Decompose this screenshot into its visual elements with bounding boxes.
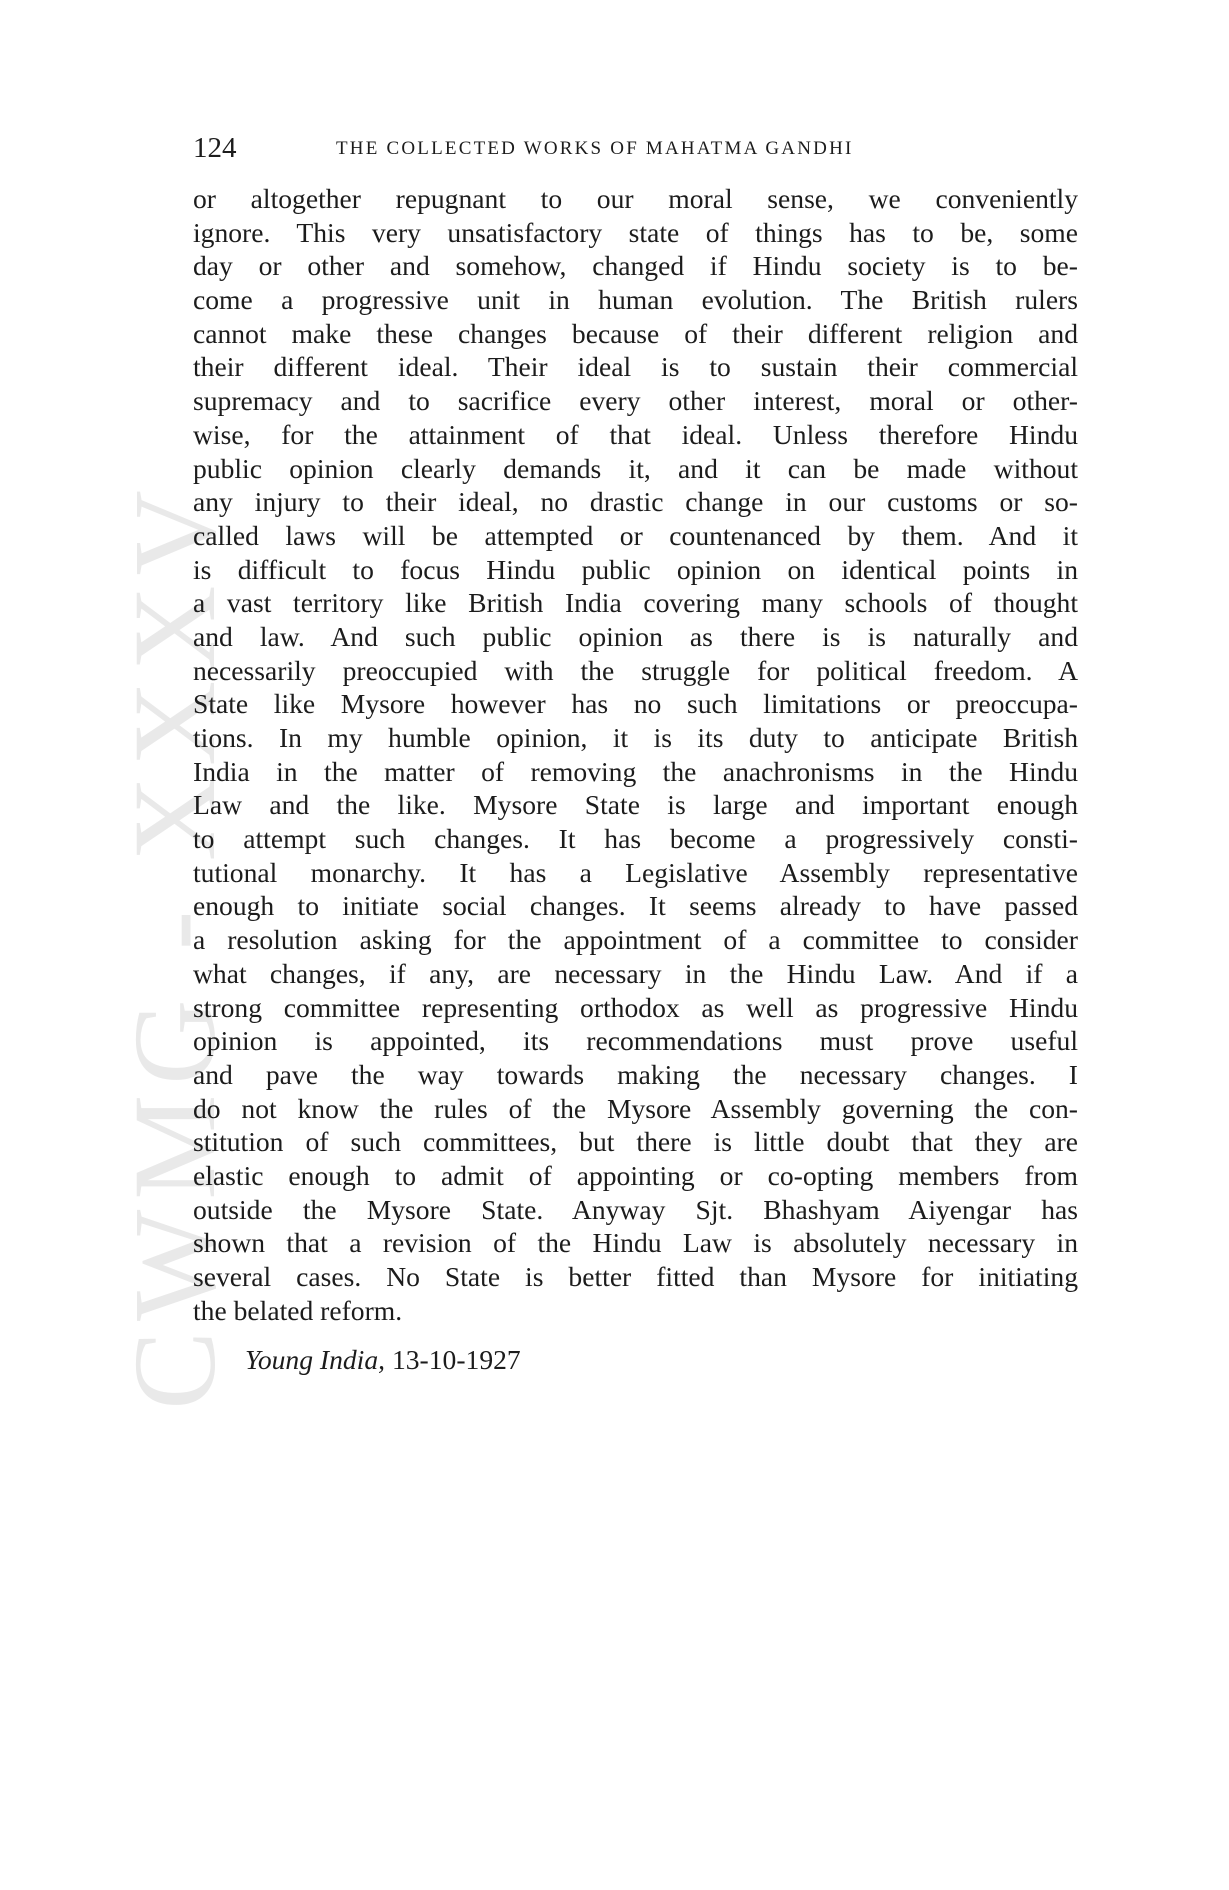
text-line: Law and the like. Mysore State is large and important enough	[193, 789, 1078, 821]
text-line: day or other and somehow, changed if Hindu society is to be-	[193, 250, 1078, 282]
text-line: tutional monarchy. It has a Legislative Assembly representative	[193, 856, 1078, 888]
body-text	[193, 182, 1078, 1327]
text-line: shown that a revision of the Hindu Law is absolutely necessary in	[193, 1227, 1078, 1259]
text-line: several cases. No State is better fitted than Mysore for initiating	[193, 1261, 1078, 1292]
text-line: a vast territory like British India covering many schools of thought	[193, 587, 1078, 619]
running-head: THE COLLECTED WORKS OF MAHATMA GANDHI	[336, 138, 854, 159]
text-line: elastic enough to admit of appointing or co-opting members from	[193, 1159, 1078, 1191]
text-line: or altogether repugnant to our moral sense, we conveniently	[193, 183, 1078, 214]
text-line: what changes, if any, are necessary in the Hindu Law. And if a	[193, 957, 1078, 989]
text-line: State like Mysore however has no such limitations or preoccupa-	[193, 688, 1078, 720]
text-line: tions. In my humble opinion, it is its duty to anticipate British	[193, 722, 1078, 753]
text-line: do not know the rules of the Mysore Assembly governing the con-	[193, 1092, 1078, 1124]
text-line: come a progressive unit in human evolution. The British rulers	[193, 284, 1078, 316]
text-line: any injury to their ideal, no drastic change in our customs or so-	[193, 486, 1078, 518]
text-line: opinion is appointed, its recommendations must prove useful	[193, 1025, 1078, 1057]
text-line: is difficult to focus Hindu public opinion on identical points in	[193, 553, 1078, 585]
text-line: stitution of such committees, but there is little doubt that they are	[193, 1126, 1078, 1158]
text-line: called laws will be attempted or countenanced by them. And it	[193, 519, 1078, 551]
source-citation	[245, 1343, 521, 1377]
watermark-text: CWMG - XXXV	[109, 480, 240, 1410]
text-line: wise, for the attainment of that ideal. Unless therefore Hindu	[193, 418, 1078, 450]
text-line: public opinion clearly demands it, and it can be made without	[193, 452, 1078, 484]
text-line: outside the Mysore State. Anyway Sjt. Bhashyam Aiyengar has	[193, 1193, 1078, 1225]
text-line: strong committee representing orthodox as well as progressive Hindu	[193, 991, 1078, 1023]
page-number: 124	[193, 132, 237, 164]
text-line: a resolution asking for the appointment of a committee to consider	[193, 924, 1078, 956]
text-line: to attempt such changes. It has become a progressively consti-	[193, 823, 1078, 855]
text-line: the belated reform.	[193, 1294, 403, 1326]
text-line: their different ideal. Their ideal is to sustain their commercial	[193, 351, 1078, 383]
source-date: 13-10-1927	[391, 1344, 521, 1375]
text-line: ignore. This very unsatisfactory state of things has to be, some	[193, 216, 1078, 248]
text-line: enough to initiate social changes. It seems already to have passed	[193, 890, 1078, 922]
source-publication: Young India,	[245, 1344, 386, 1375]
text-line: cannot make these changes because of their different religion and	[193, 317, 1078, 349]
text-line: and pave the way towards making the necessary changes. I	[193, 1058, 1078, 1090]
text-line: and law. And such public opinion as there is is naturally and	[193, 620, 1078, 652]
text-line: supremacy and to sacrifice every other interest, moral or other-	[193, 385, 1078, 417]
page-header	[193, 128, 1078, 168]
text-line: necessarily preoccupied with the struggle for political freedom. A	[193, 654, 1078, 686]
text-line: India in the matter of removing the anachronisms in the Hindu	[193, 755, 1078, 787]
